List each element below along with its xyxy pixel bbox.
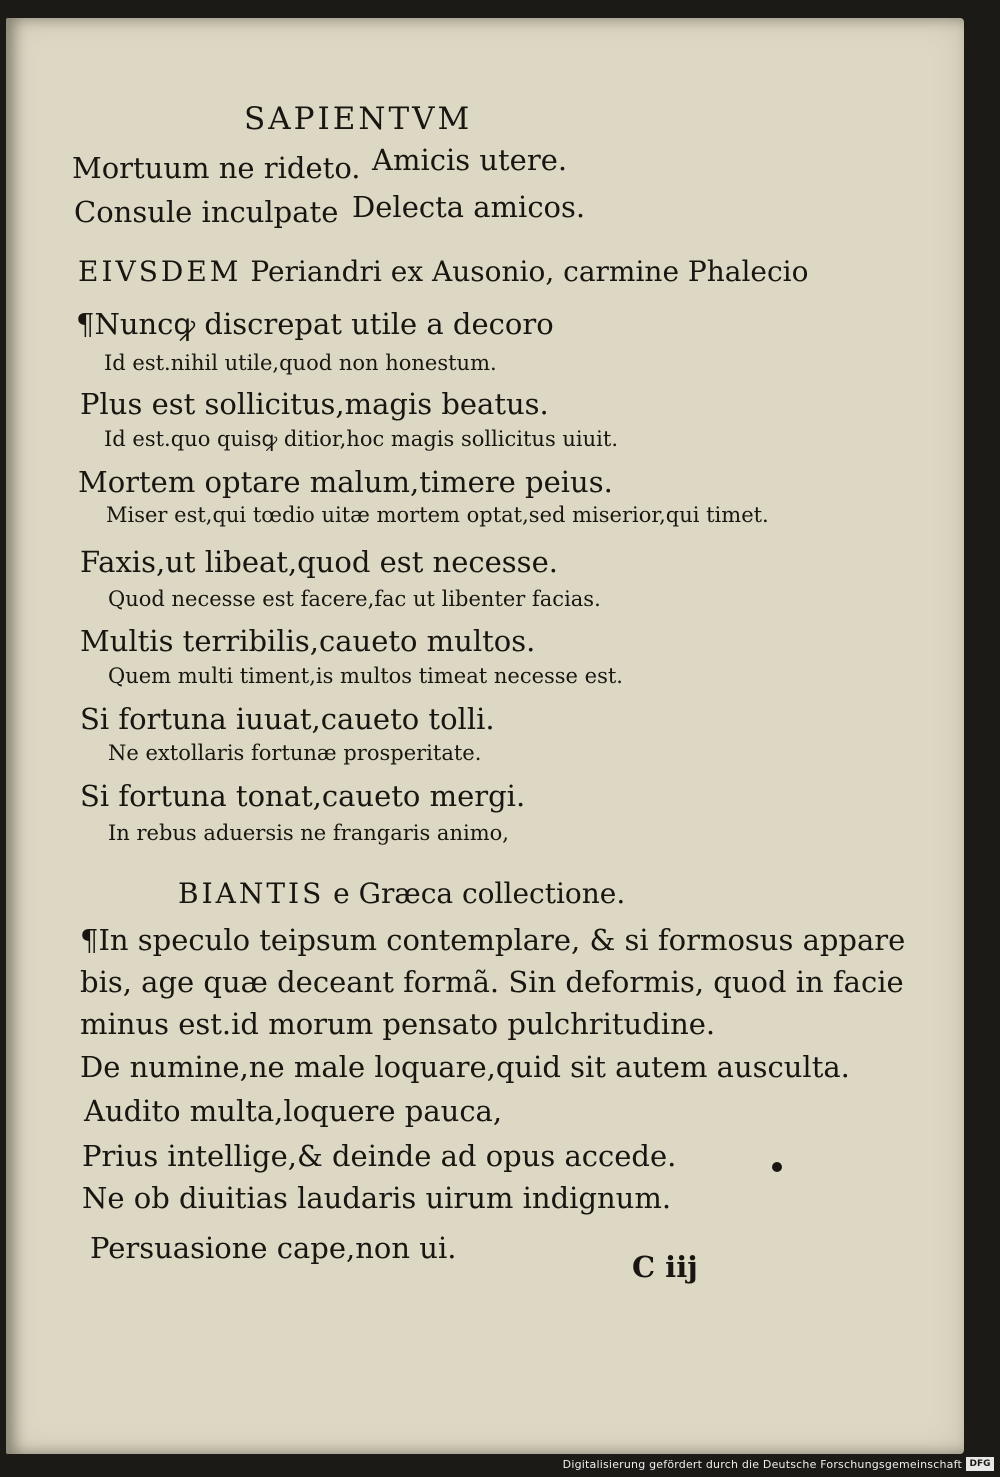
verse-gloss: In rebus aduersis ne frangaris animo, — [108, 821, 509, 845]
running-head: SAPIENTVM — [244, 101, 473, 137]
verse-line: Multis terribilis,caueto multos. — [80, 624, 536, 658]
verse-line: ¶Nuncꝙ discrepat utile a decoro — [76, 307, 554, 341]
verse-gloss: Miser est,qui tœdio uitæ mortem optat,sed miserior,qui timet. — [106, 503, 769, 527]
maxim-line: ¶In speculo teipsum contemplare, & si formosus appare — [80, 923, 906, 957]
maxim-line: Persuasione cape,non ui. — [90, 1231, 457, 1265]
verse-line: Si fortuna iuuat,caueto tolli. — [80, 702, 495, 736]
maxim-line: Prius intellige,& deinde ad opus accede. — [82, 1139, 677, 1173]
verse-gloss: Id est.nihil utile,quod non honestum. — [104, 351, 497, 375]
verse-gloss: Quod necesse est facere,fac ut libenter facias. — [108, 587, 601, 611]
heading-rest: Periandri ex Ausonio, carmine Phalecio — [241, 255, 809, 288]
maxim-line: Delecta amicos. — [352, 190, 586, 224]
heading-caps: BIANTIS — [178, 877, 325, 910]
maxim-line: Consule inculpate — [74, 195, 339, 229]
maxim-line: Audito multa,loquere pauca, — [84, 1094, 503, 1128]
verse-gloss: Ne extollaris fortunæ prosperitate. — [108, 741, 482, 765]
verse-line: Mortem optare malum,timere peius. — [78, 465, 613, 499]
section-heading-biantis — [178, 877, 626, 910]
verse-line: Plus est sollicitus,magis beatus. — [80, 387, 549, 421]
footer-credit: Digitalisierung gefördert durch die Deutsche Forschungsgemeinschaft — [562, 1458, 962, 1471]
maxim-line: minus est.id morum pensato pulchritudine. — [80, 1007, 716, 1041]
dfg-logo-icon: DFG — [966, 1457, 994, 1471]
maxim-line: De numine,ne male loquare,quid sit autem ausculta. — [80, 1050, 850, 1084]
signature-mark: C iij — [632, 1250, 698, 1284]
maxim-line: Mortuum ne rideto. — [72, 151, 361, 185]
verse-line: Si fortuna tonat,caueto mergi. — [80, 779, 526, 813]
section-heading-eiusdem — [78, 255, 809, 288]
maxim-line: Amicis utere. — [372, 143, 568, 177]
verse-line: Faxis,ut libeat,quod est necesse. — [80, 545, 558, 579]
verse-gloss: Quem multi timent,is multos timeat necesse est. — [108, 664, 623, 688]
heading-rest: e Græca collectione. — [324, 877, 626, 910]
ink-dot — [772, 1162, 782, 1172]
maxim-line: bis, age quæ deceant formã. Sin deformis, quod in facie — [80, 965, 904, 999]
verse-gloss: Id est.quo quisꝙ ditior,hoc magis sollicitus uiuit. — [104, 427, 618, 451]
heading-caps: EIVSDEM — [78, 255, 242, 288]
maxim-line: Ne ob diuitias laudaris uirum indignum. — [82, 1181, 672, 1215]
